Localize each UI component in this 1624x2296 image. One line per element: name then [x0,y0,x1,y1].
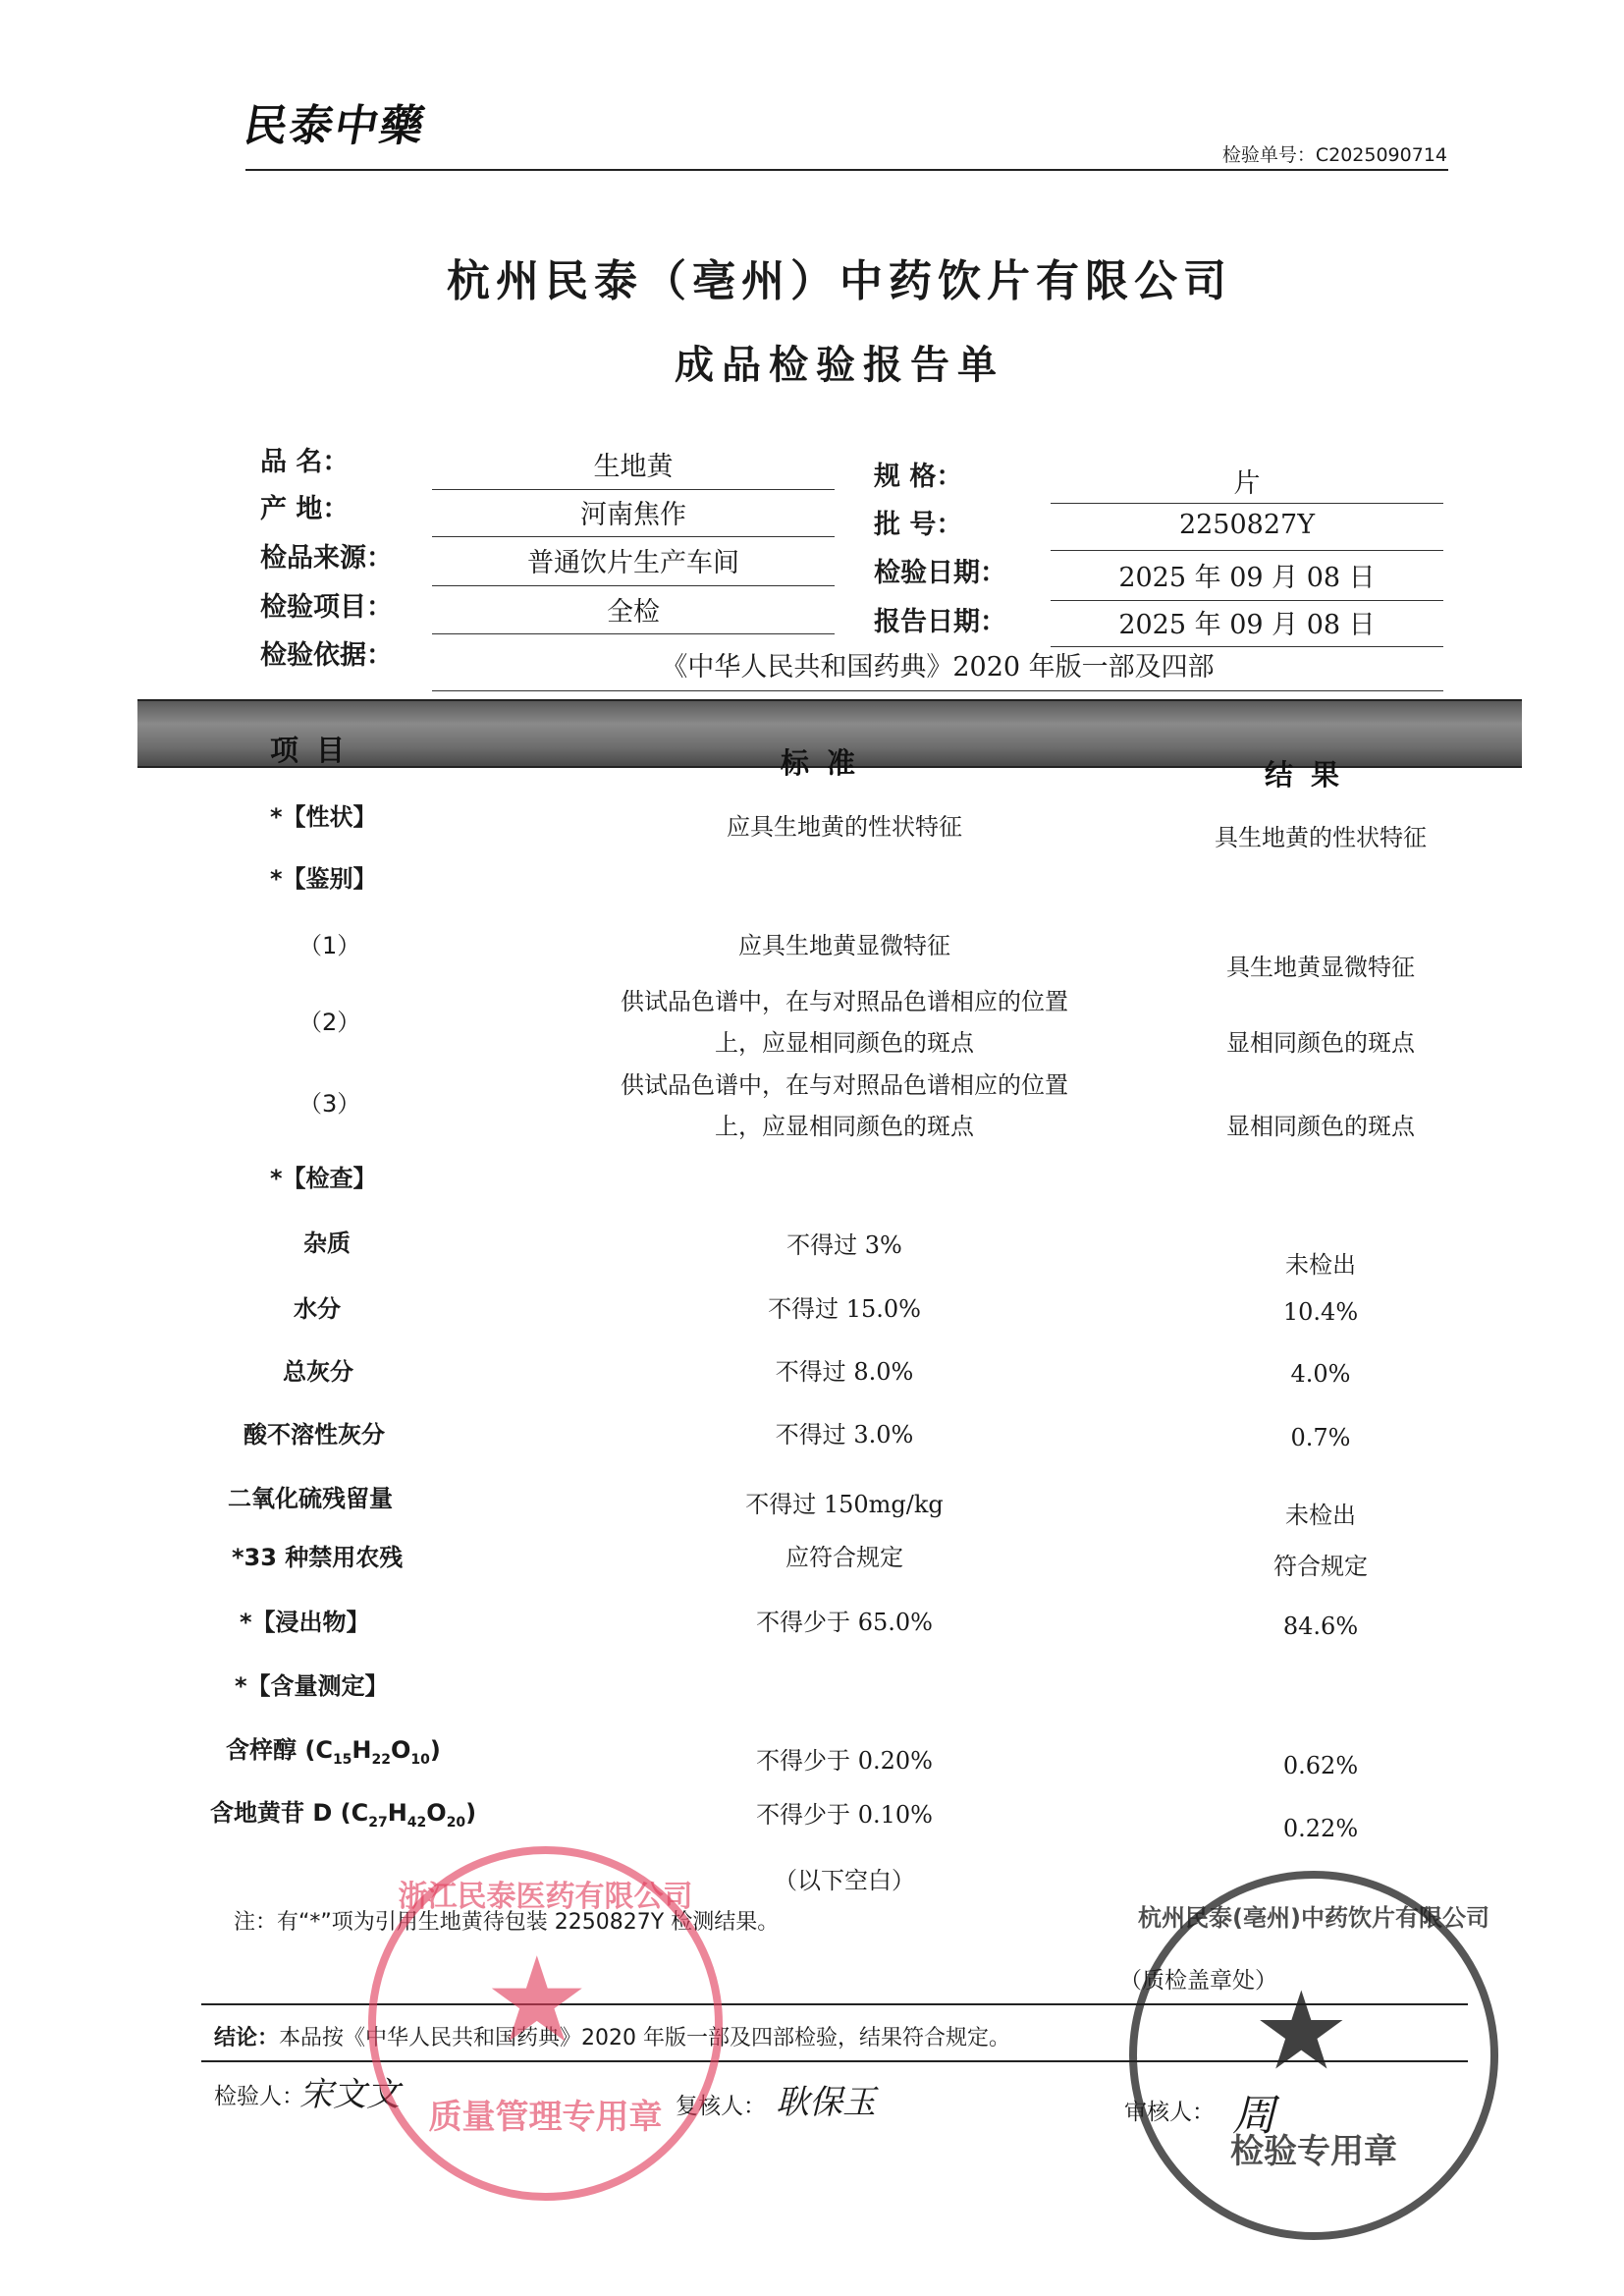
document-number: 检验单号：C2025090714 [1221,144,1447,166]
qc-stamp-label: （质检盖章处） [1119,1968,1277,1994]
items-underline [432,633,835,634]
row-standard-id-1: 应具生地黄显微特征 [738,932,950,959]
row-item-sulfur-dioxide: 二氧化硫残留量 [228,1485,393,1512]
column-header-result: 结果 [1265,758,1358,792]
row-result-id-3: 显相同颜色的斑点 [1226,1113,1415,1140]
row-item-id-3: （3） [298,1090,361,1118]
basis-label: 检验依据： [260,640,393,671]
row-item-acid-insoluble-ash: 酸不溶性灰分 [244,1421,385,1449]
product-underline [432,489,835,490]
row-standard-catalpol: 不得少于 0.20% [756,1747,933,1775]
report-date-underline [1051,646,1443,647]
footnote: 注：有“*”项为引用生地黄待包装 2250827Y 检测结果。 [234,1910,780,1935]
row-result-acid-insoluble-ash: 0.7% [1290,1424,1351,1451]
row-item-id-2: （2） [298,1009,361,1036]
basis-underline [432,690,1443,691]
approver-label: 审核人： [1124,2100,1215,2125]
column-header-standard: 标准 [781,746,874,780]
origin-underline [432,536,835,537]
black-seal-center-text: 检验专用章 [1230,2132,1397,2171]
test-date-value: 2025 年 09 月 08 日 [1118,563,1376,593]
row-result-id-1: 具生地黄显微特征 [1226,954,1415,981]
items-value: 全检 [607,597,660,628]
spec-underline [1051,503,1443,504]
row-standard-impurity: 不得过 3% [786,1231,902,1259]
spec-value: 片 [1233,468,1261,499]
row-item-rehmannioside-d: 含地黄苷 D $(C_{27}H_{42}O_{20})$ [210,1799,477,1831]
row-standard-total-ash: 不得过 8.0% [775,1358,914,1386]
column-header-item: 项目 [270,734,363,767]
row-result-total-ash: 4.0% [1290,1360,1351,1388]
batch-value: 2250827Y [1178,510,1316,540]
reviewer-label: 复核人： [676,2094,766,2119]
source-value: 普通饮片生产车间 [527,548,739,578]
conclusion-label: 结论： [214,2026,280,2050]
basis-value: 《中华人民共和国药典》2020 年版一部及四部 [661,652,1215,683]
inspection-seal [1129,1871,1498,2240]
row-result-impurity: 未检出 [1285,1251,1356,1279]
red-seal-ring-text: 浙江民泰医药有限公司 [398,1880,693,1914]
row-standard-rehmannioside-d: 不得少于 0.10% [756,1801,933,1829]
test-date-label: 检验日期： [874,558,1006,588]
reviewer-signature: 耿保玉 [776,2083,876,2122]
row-result-extractives: 84.6% [1282,1613,1359,1640]
batch-underline [1051,550,1443,551]
row-item-moisture: 水分 [294,1295,341,1323]
report-date-label: 报告日期： [874,607,1006,637]
conclusion-text: 本品按《中华人民共和国药典》2020 年版一部及四部检验，结果符合规定。 [279,2026,1010,2050]
row-result-id-2: 显相同颜色的斑点 [1226,1029,1415,1057]
row-result-appearance: 具生地黄的性状特征 [1215,824,1427,851]
row-standard-sulfur-dioxide: 不得过 150mg/kg [745,1491,944,1518]
black-seal-star-icon: ★ [1253,1968,1350,2094]
row-standard-extractives: 不得少于 65.0% [756,1609,933,1636]
row-standard-pesticides: 应符合规定 [785,1544,903,1571]
row-result-pesticides: 符合规定 [1273,1553,1368,1580]
row-standard-id-3-line2: 上，应显相同颜色的斑点 [715,1113,974,1140]
row-standard-id-2-line2: 上，应显相同颜色的斑点 [715,1029,974,1057]
row-item-id-1: （1） [298,932,361,959]
row-item-pesticides: *33 种禁用农残 [232,1544,404,1571]
header-divider [245,169,1448,171]
report-date-value: 2025 年 09 月 08 日 [1118,610,1376,640]
row-item-catalpol: 含梓醇 $(C_{15}H_{22}O_{10})$ [226,1736,441,1768]
report-title: 成品检验报告单 [675,343,1004,388]
blank-below-note: （以下空白） [774,1867,915,1894]
source-underline [432,585,835,586]
row-result-catalpol: 0.62% [1282,1752,1359,1779]
row-item-identification: *【鉴别】 [270,865,377,893]
red-seal-center-text: 质量管理专用章 [428,2098,663,2137]
red-seal-star-icon: ★ [484,1933,590,2069]
batch-label: 批 号： [874,510,963,540]
row-item-inspection: *【检查】 [270,1165,377,1192]
row-item-appearance: *【性状】 [270,803,377,831]
origin-value: 河南焦作 [580,500,686,530]
approver-signature: 周 [1232,2091,1275,2141]
row-result-moisture: 10.4% [1282,1298,1359,1326]
row-item-total-ash: 总灰分 [283,1358,353,1386]
quality-management-seal [368,1846,723,2201]
origin-label: 产 地： [260,494,350,524]
company-name: 杭州民泰（亳州）中药饮片有限公司 [447,256,1232,306]
row-standard-moisture: 不得过 15.0% [768,1295,921,1323]
row-result-sulfur-dioxide: 未检出 [1285,1502,1356,1529]
product-value: 生地黄 [593,452,674,482]
spec-label: 规 格： [874,462,963,492]
row-standard-acid-insoluble-ash: 不得过 3.0% [775,1421,914,1449]
product-label: 品 名： [260,447,350,477]
row-item-extractives: *【浸出物】 [240,1609,370,1636]
inspector-label: 检验人： [214,2084,304,2109]
inspector-signature: 宋文文 [299,2075,400,2114]
items-label: 检验项目： [260,592,393,623]
row-standard-appearance: 应具生地黄的性状特征 [727,813,962,841]
row-standard-id-3: 供试品色谱中，在与对照品色谱相应的位置 [621,1071,1068,1099]
row-item-impurity: 杂质 [303,1230,351,1257]
company-logo: 民泰中藥 [240,101,430,151]
source-label: 检品来源： [260,543,393,574]
row-result-rehmannioside-d: 0.22% [1282,1815,1359,1842]
row-item-assay: *【含量测定】 [235,1672,389,1700]
black-seal-ring-text: 杭州民泰(亳州)中药饮片有限公司 [1138,1904,1489,1932]
row-standard-id-2: 供试品色谱中，在与对照品色谱相应的位置 [621,988,1068,1015]
test-date-underline [1051,600,1443,601]
